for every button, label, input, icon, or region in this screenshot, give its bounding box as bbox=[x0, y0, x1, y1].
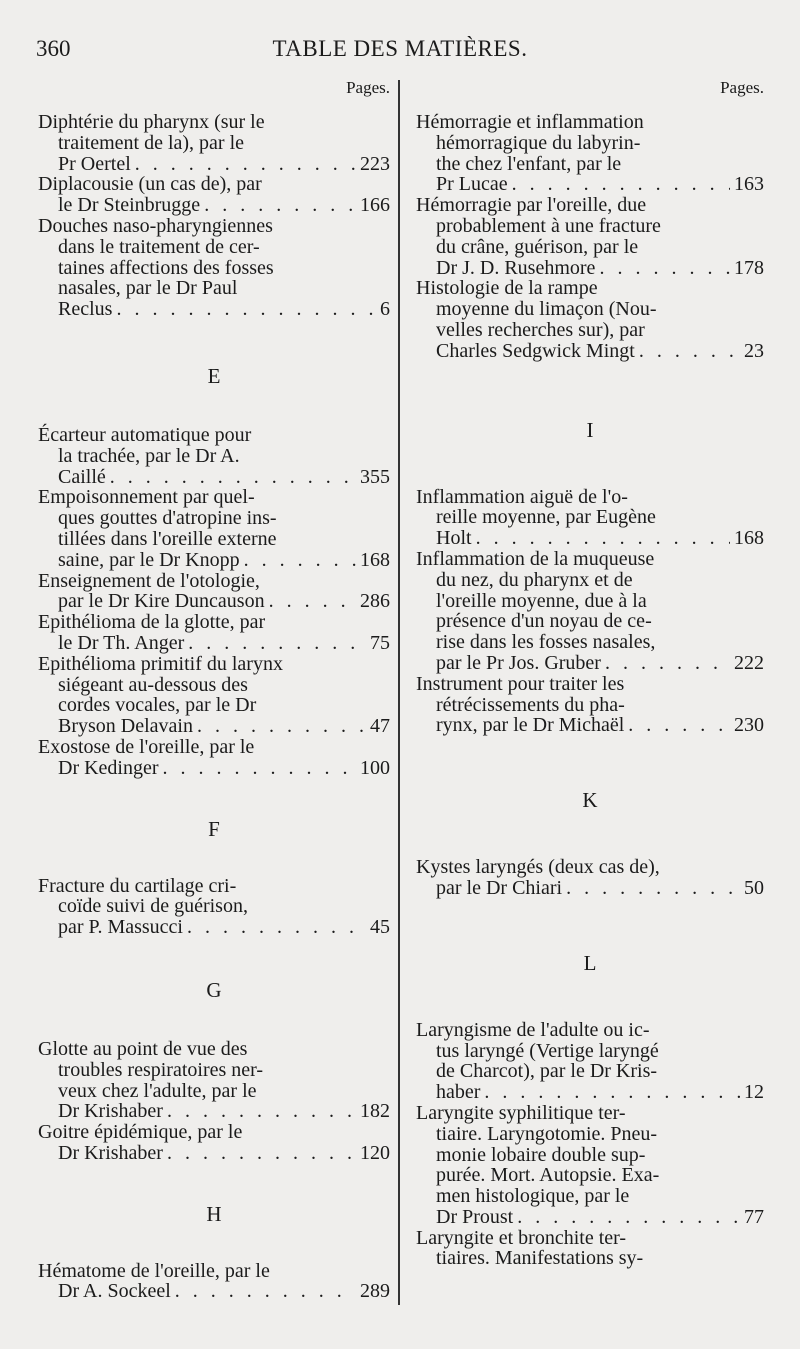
entry-line: tillées dans l'oreille externe bbox=[58, 527, 277, 550]
entry-line: Dr A. Sockeel bbox=[58, 1280, 171, 1303]
index-entry bbox=[38, 425, 390, 487]
entry-line: Enseignement de l'otologie, bbox=[38, 569, 260, 592]
entry-line: par le Dr Chiari bbox=[436, 876, 563, 899]
entry-last-line bbox=[38, 716, 390, 737]
dot-leader bbox=[167, 1101, 356, 1122]
entry-line: haber bbox=[436, 1081, 481, 1104]
page-reference: 50 bbox=[744, 876, 764, 899]
entry-line: tus laryngé (Vertige laryngé bbox=[436, 1039, 659, 1062]
entry-line: Hémorragie et inflammation bbox=[416, 111, 644, 133]
entry-line: Pr Lucae bbox=[436, 173, 508, 196]
dot-leader bbox=[197, 716, 366, 737]
section-letter: H bbox=[206, 1201, 222, 1226]
index-entry bbox=[38, 1261, 390, 1303]
entry-last-line bbox=[38, 550, 390, 571]
page-reference: 12 bbox=[744, 1081, 764, 1104]
entry-line: Exostose de l'oreille, par le bbox=[38, 735, 255, 758]
page-reference: 178 bbox=[734, 256, 764, 279]
entry-last-line bbox=[38, 1101, 390, 1122]
entry-line: Laryngite syphilitique ter- bbox=[416, 1101, 626, 1124]
entry-line: moyenne du limaçon (Nou- bbox=[436, 298, 657, 321]
index-entry bbox=[416, 487, 764, 549]
index-entry bbox=[38, 737, 390, 779]
index-entry bbox=[416, 1020, 764, 1103]
page-reference: 75 bbox=[370, 631, 390, 654]
dot-leader bbox=[605, 653, 730, 674]
entry-line: Empoisonnement par quel- bbox=[38, 486, 255, 509]
page-header bbox=[0, 30, 800, 66]
entry-line: dans le traitement de cer- bbox=[58, 235, 260, 258]
index-entry bbox=[38, 1122, 390, 1164]
entry-line: Diplacousie (un cas de), par bbox=[38, 173, 262, 196]
index-entry bbox=[38, 654, 390, 737]
dot-leader bbox=[476, 528, 730, 549]
section-letter: E bbox=[207, 363, 221, 388]
dot-leader bbox=[639, 341, 740, 362]
entry-line: le Dr Steinbrugge bbox=[58, 194, 201, 217]
entry-line: rétrécissements du pha- bbox=[436, 693, 625, 716]
page-reference: 23 bbox=[744, 339, 764, 362]
index-entry bbox=[416, 1103, 764, 1228]
index-entry bbox=[416, 278, 764, 361]
page-reference: 222 bbox=[734, 651, 764, 674]
entry-line: men histologique, par le bbox=[436, 1185, 630, 1208]
entry-line: hémorragique du labyrin- bbox=[436, 131, 641, 154]
entry-line: Fracture du cartilage cri- bbox=[38, 874, 237, 897]
entry-line: Dr Krishaber bbox=[58, 1141, 163, 1164]
entry-line: tiaires. Manifestations sy- bbox=[436, 1247, 644, 1270]
entry-last-line bbox=[38, 154, 390, 175]
entry-line: the chez l'enfant, par le bbox=[436, 152, 622, 175]
entry-line: monie lobaire double sup- bbox=[436, 1143, 646, 1166]
dot-leader bbox=[628, 715, 730, 736]
page-reference: 230 bbox=[734, 714, 764, 737]
entry-line: Dr Krishaber bbox=[58, 1100, 163, 1123]
entry-line: Instrument pour traiter les bbox=[416, 672, 625, 695]
section-letter: K bbox=[582, 788, 598, 813]
page-reference: 182 bbox=[360, 1100, 390, 1123]
dot-leader bbox=[187, 917, 366, 938]
entry-line: Hémorragie par l'oreille, due bbox=[416, 194, 647, 217]
section-letter: G bbox=[206, 977, 222, 1002]
entry-line: taines affections des fosses bbox=[58, 256, 274, 279]
entry-line: du nez, du pharynx et de bbox=[436, 568, 633, 591]
dot-leader bbox=[188, 633, 366, 654]
section-letter: F bbox=[208, 816, 220, 841]
index-entry bbox=[416, 1228, 764, 1270]
entry-line: ques gouttes d'atropine ins- bbox=[58, 507, 277, 530]
page-reference: 168 bbox=[360, 548, 390, 571]
entry-last-line bbox=[416, 341, 764, 362]
index-entry bbox=[38, 876, 390, 938]
entry-line: tiaire. Laryngotomie. Pneu- bbox=[436, 1122, 658, 1145]
entry-line: Diphtérie du pharynx (sur le bbox=[38, 111, 265, 133]
entry-last-line bbox=[416, 1082, 764, 1103]
entry-last-line bbox=[416, 1207, 764, 1228]
dot-leader bbox=[204, 195, 356, 216]
dot-leader bbox=[484, 1082, 740, 1103]
dot-leader bbox=[116, 299, 376, 320]
index-entry bbox=[416, 112, 764, 195]
entry-line: par le Dr Kire Duncauson bbox=[58, 590, 265, 613]
right-column bbox=[416, 72, 764, 1269]
page-number: 360 bbox=[36, 36, 71, 61]
entry-line: du crâne, guérison, par le bbox=[436, 235, 639, 258]
entry-line: l'oreille moyenne, due à la bbox=[436, 589, 647, 612]
dot-leader bbox=[110, 467, 356, 488]
dot-leader bbox=[512, 174, 730, 195]
index-entry bbox=[38, 571, 390, 613]
page-reference: 6 bbox=[380, 298, 390, 321]
entry-line: Reclus bbox=[58, 298, 113, 321]
entry-last-line bbox=[38, 1281, 390, 1302]
entry-last-line bbox=[38, 467, 390, 488]
entry-line: Holt bbox=[436, 527, 472, 550]
dot-leader bbox=[175, 1281, 356, 1302]
page-reference: 45 bbox=[370, 916, 390, 939]
entry-line: probablement à une fracture bbox=[436, 214, 661, 237]
entry-last-line bbox=[416, 258, 764, 279]
index-entry bbox=[416, 195, 764, 278]
entry-line: Epithélioma primitif du larynx bbox=[38, 652, 283, 675]
entry-line: par P. Massucci bbox=[58, 916, 183, 939]
entry-line: Laryngite et bronchite ter- bbox=[416, 1226, 627, 1249]
index-entry bbox=[416, 857, 764, 899]
entry-line: présence d'un noyau de ce- bbox=[436, 610, 652, 633]
dot-leader bbox=[566, 878, 740, 899]
page-reference: 47 bbox=[370, 715, 390, 738]
dot-leader bbox=[244, 550, 356, 571]
index-entry bbox=[38, 174, 390, 216]
index-entry bbox=[416, 549, 764, 674]
entry-last-line bbox=[416, 653, 764, 674]
column-divider bbox=[398, 80, 400, 1305]
section-letter: I bbox=[586, 417, 594, 442]
entry-line: rise dans les fosses nasales, bbox=[436, 631, 656, 654]
entry-line: Pr Oertel bbox=[58, 152, 131, 175]
page-reference: 120 bbox=[360, 1141, 390, 1164]
entry-line: veux chez l'adulte, par le bbox=[58, 1079, 257, 1102]
entry-line: Inflammation de la muqueuse bbox=[416, 547, 655, 570]
entry-line: coïde suivi de guérison, bbox=[58, 895, 248, 918]
entry-line: cordes vocales, par le Dr bbox=[58, 694, 257, 717]
entry-line: Inflammation aiguë de l'o- bbox=[416, 485, 628, 508]
page-reference: 223 bbox=[360, 152, 390, 175]
entry-line: troubles respiratoires ner- bbox=[58, 1058, 264, 1081]
entry-last-line bbox=[38, 299, 390, 320]
entry-line: de Charcot), par le Dr Kris- bbox=[436, 1060, 658, 1083]
index-entry bbox=[38, 216, 390, 320]
page-reference: 77 bbox=[744, 1205, 764, 1228]
entry-last-line bbox=[38, 195, 390, 216]
page-reference: 355 bbox=[360, 465, 390, 488]
entry-line: Epithélioma de la glotte, par bbox=[38, 611, 266, 634]
entry-line: la trachée, par le Dr A. bbox=[58, 444, 240, 467]
entry-last-line bbox=[38, 758, 390, 779]
entry-line: Hématome de l'oreille, par le bbox=[38, 1259, 270, 1282]
index-entry bbox=[38, 1039, 390, 1122]
entry-line: velles recherches sur), par bbox=[436, 318, 645, 341]
entry-line: par le Pr Jos. Gruber bbox=[436, 651, 601, 674]
dot-leader bbox=[135, 154, 356, 175]
section-letter: L bbox=[583, 950, 597, 975]
page-title: TABLE DES MATIÈRES. bbox=[272, 36, 528, 61]
entry-line: Kystes laryngés (deux cas de), bbox=[416, 856, 660, 879]
entry-line: Caillé bbox=[58, 465, 106, 488]
entry-line: purée. Mort. Autopsie. Exa- bbox=[436, 1164, 660, 1187]
entry-last-line bbox=[38, 591, 390, 612]
entry-line: Goitre épidémique, par le bbox=[38, 1121, 243, 1144]
index-entry bbox=[416, 674, 764, 736]
page-reference: 100 bbox=[360, 756, 390, 779]
entry-last-line bbox=[416, 174, 764, 195]
entry-last-line bbox=[416, 715, 764, 736]
entry-line: nasales, par le Dr Paul bbox=[58, 277, 238, 300]
page-reference: 289 bbox=[360, 1280, 390, 1303]
entry-last-line bbox=[416, 878, 764, 899]
index-entry bbox=[38, 112, 390, 174]
index-entry bbox=[38, 612, 390, 654]
dot-leader bbox=[269, 591, 356, 612]
page-reference: 168 bbox=[734, 527, 764, 550]
dot-leader bbox=[167, 1143, 356, 1164]
index-entry bbox=[38, 487, 390, 570]
entry-line: traitement de la), par le bbox=[58, 131, 245, 154]
dot-leader bbox=[599, 258, 730, 279]
dot-leader bbox=[517, 1207, 740, 1228]
entry-line: Dr J. D. Rusehmore bbox=[436, 256, 596, 279]
page-reference: 166 bbox=[360, 194, 390, 217]
dot-leader bbox=[163, 758, 356, 779]
page-reference: 163 bbox=[734, 173, 764, 196]
page-reference: 286 bbox=[360, 590, 390, 613]
entry-line: Douches naso-pharyngiennes bbox=[38, 214, 273, 237]
entry-line: reille moyenne, par Eugène bbox=[436, 506, 656, 529]
entry-line: Charles Sedgwick Mingt bbox=[436, 339, 635, 362]
pages-column-label: Pages. bbox=[720, 78, 764, 97]
entry-last-line bbox=[38, 917, 390, 938]
left-column bbox=[38, 72, 390, 1302]
entry-line: Écarteur automatique pour bbox=[38, 423, 252, 446]
entry-line: Glotte au point de vue des bbox=[38, 1037, 248, 1060]
entry-line: le Dr Th. Anger bbox=[58, 631, 185, 654]
pages-column-label: Pages. bbox=[346, 78, 390, 97]
entry-line: saine, par le Dr Knopp bbox=[58, 548, 240, 571]
entry-line: Dr Kedinger bbox=[58, 756, 159, 779]
entry-line: siégeant au-dessous des bbox=[58, 673, 248, 696]
entry-last-line bbox=[416, 528, 764, 549]
entry-line: rynx, par le Dr Michaël bbox=[436, 714, 625, 737]
entry-last-line bbox=[38, 1143, 390, 1164]
entry-line: Laryngisme de l'adulte ou ic- bbox=[416, 1018, 650, 1041]
entry-line: Dr Proust bbox=[436, 1205, 514, 1228]
entry-line: Bryson Delavain bbox=[58, 715, 193, 738]
entry-last-line bbox=[38, 633, 390, 654]
entry-line: Histologie de la rampe bbox=[416, 277, 598, 300]
